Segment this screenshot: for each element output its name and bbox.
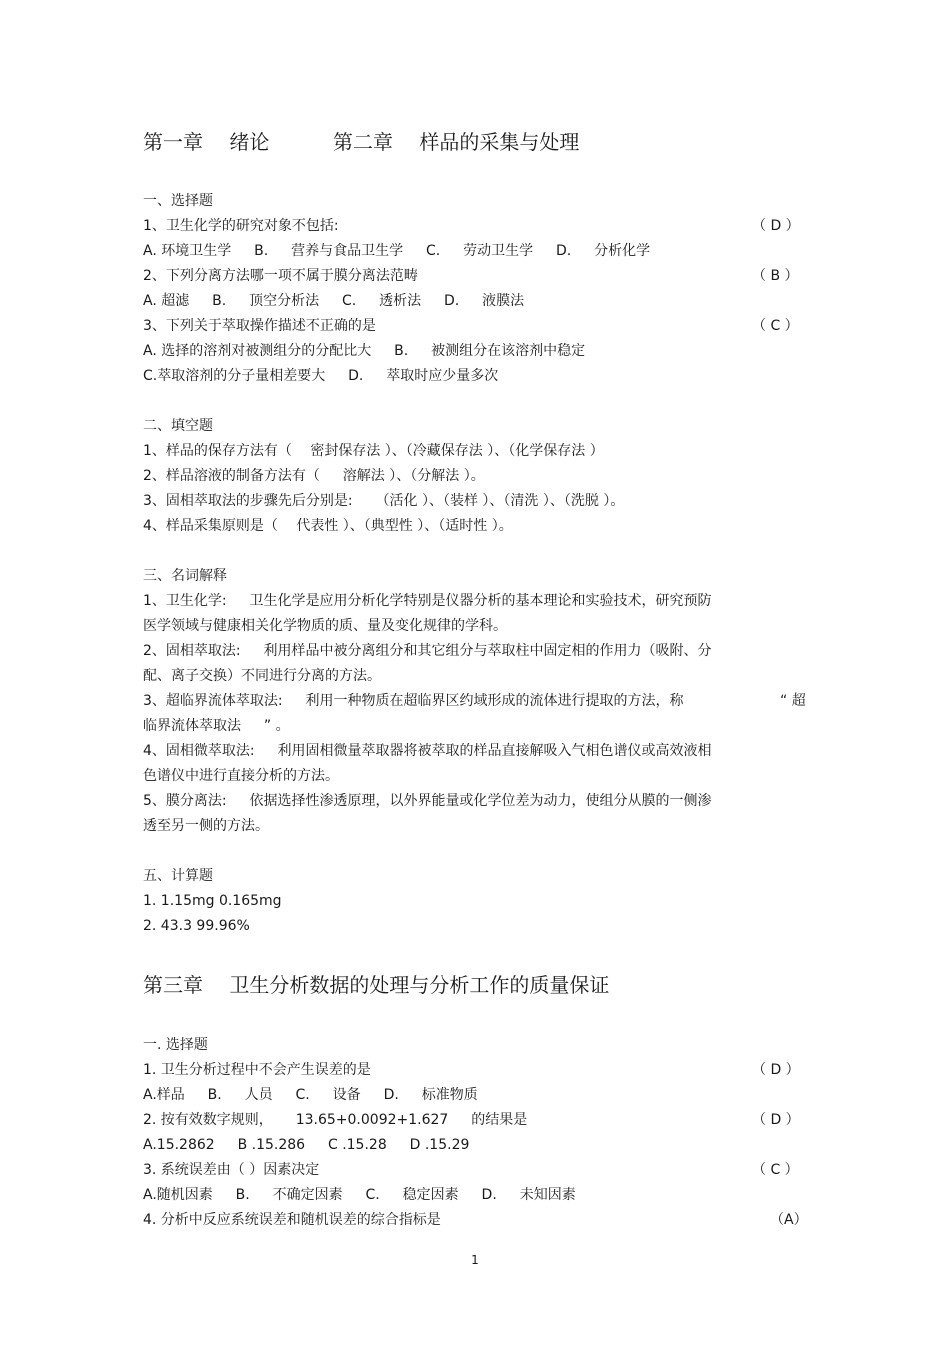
question-1: 1、卫生化学的研究对象不包括:	[143, 218, 339, 234]
options-2: A. 超滤 B. 顶空分析法 C. 透析法 D. 液膜法	[143, 293, 525, 309]
ch3-answer-2: （ D ）	[752, 1112, 800, 1128]
fill-3: 3、固相萃取法的步骤先后分别是: （活化 ）、（装样 ）、（清洗 ）、（洗脱 ）。	[143, 493, 625, 509]
answer-2: （ B ）	[752, 268, 799, 284]
ch3-answer-4: （A）	[770, 1212, 808, 1228]
term-5-line-1: 5、膜分离法: 依据选择性渗透原理，以外界能量或化学位差为动力，使组分从膜的一侧渗	[143, 793, 712, 809]
term-2-line-2: 配、离子交换）不同进行分离的方法。	[143, 668, 381, 684]
chapter-1-title: 第一章 绪论	[143, 130, 270, 154]
page-number: 1	[471, 1253, 479, 1267]
calc-1: 1. 1.15mg 0.165mg	[143, 893, 282, 909]
fill-2: 2、样品溶液的制备方法有（ 溶解法 ）、（分解法 ）。	[143, 468, 485, 484]
options-3b: C.萃取溶剂的分子量相差要大 D. 萃取时应少量多次	[143, 368, 499, 384]
term-5-line-2: 透至另一侧的方法。	[143, 818, 269, 834]
term-3-line-1: 3、超临界流体萃取法: 利用一种物质在超临界区约域形成的流体进行提取的方法，称	[143, 693, 684, 709]
options-3a: A. 选择的溶剂对被测组分的分配比大 B. 被测组分在该溶剂中稳定	[143, 343, 586, 359]
ch3-question-4: 4. 分析中反应系统误差和随机误差的综合指标是	[143, 1212, 441, 1228]
options-1: A. 环境卫生学 B. 营养与食品卫生学 C. 劳动卫生学 D. 分析化学	[143, 243, 651, 259]
ch3-question-2: 2. 按有效数字规则， 13.65+0.0092+1.627 的结果是	[143, 1112, 528, 1128]
term-1-line-2: 医学领域与健康相关化学物质的质、量及变化规律的学科。	[143, 618, 507, 634]
term-2-line-1: 2、固相萃取法: 利用样品中被分离组分和其它组分与萃取柱中固定相的作用力（吸附、分	[143, 643, 712, 659]
fill-4: 4、样品采集原则是（ 代表性 ）、（典型性 ）、（适时性 ）。	[143, 518, 513, 534]
term-1-line-1: 1、卫生化学: 卫生化学是应用分析化学特别是仪器分析的基本理论和实验技术，研究预防	[143, 593, 712, 609]
term-4-line-1: 4、固相微萃取法: 利用固相微量萃取器将被萃取的样品直接解吸入气相色谱仪或高效液相	[143, 743, 712, 759]
section-choice-3: 一. 选择题	[143, 1037, 208, 1053]
ch3-options-2: A.15.2862 B .15.286 C .15.28 D .15.29	[143, 1137, 470, 1153]
ch3-options-3: A.随机因素 B. 不确定因素 C. 稳定因素 D. 未知因素	[143, 1187, 576, 1203]
chapter-3-title: 第三章 卫生分析数据的处理与分析工作的质量保证	[143, 973, 610, 997]
question-2: 2、下列分离方法哪一项不属于膜分离法范畴	[143, 268, 418, 284]
calc-2: 2. 43.3 99.96%	[143, 918, 250, 934]
ch3-answer-1: （ D ）	[752, 1062, 800, 1078]
question-3: 3、下列关于萃取操作描述不正确的是	[143, 318, 376, 334]
chapter-2-title: 第二章 样品的采集与处理	[333, 130, 580, 154]
answer-3: （ C ）	[752, 318, 799, 334]
section-fill: 二、填空题	[143, 418, 213, 434]
ch3-question-3: 3. 系统误差由（ ）因素决定	[143, 1162, 320, 1178]
ch3-question-1: 1. 卫生分析过程中不会产生误差的是	[143, 1062, 371, 1078]
term-3-line-1-end: “ 超	[780, 693, 806, 709]
section-terms: 三、名词解释	[143, 568, 227, 584]
answer-1: （ D ）	[752, 218, 800, 234]
fill-1: 1、样品的保存方法有（ 密封保存法 ）、（冷藏保存法 ）、（化学保存法 ）	[143, 443, 604, 459]
term-3-line-2: 临界流体萃取法 ” 。	[143, 718, 290, 734]
ch3-options-1: A.样品 B. 人员 C. 设备 D. 标准物质	[143, 1087, 478, 1103]
ch3-answer-3: （ C ）	[752, 1162, 799, 1178]
term-4-line-2: 色谱仪中进行直接分析的方法。	[143, 768, 339, 784]
section-choice: 一、选择题	[143, 193, 213, 209]
section-calc: 五、计算题	[143, 868, 213, 884]
